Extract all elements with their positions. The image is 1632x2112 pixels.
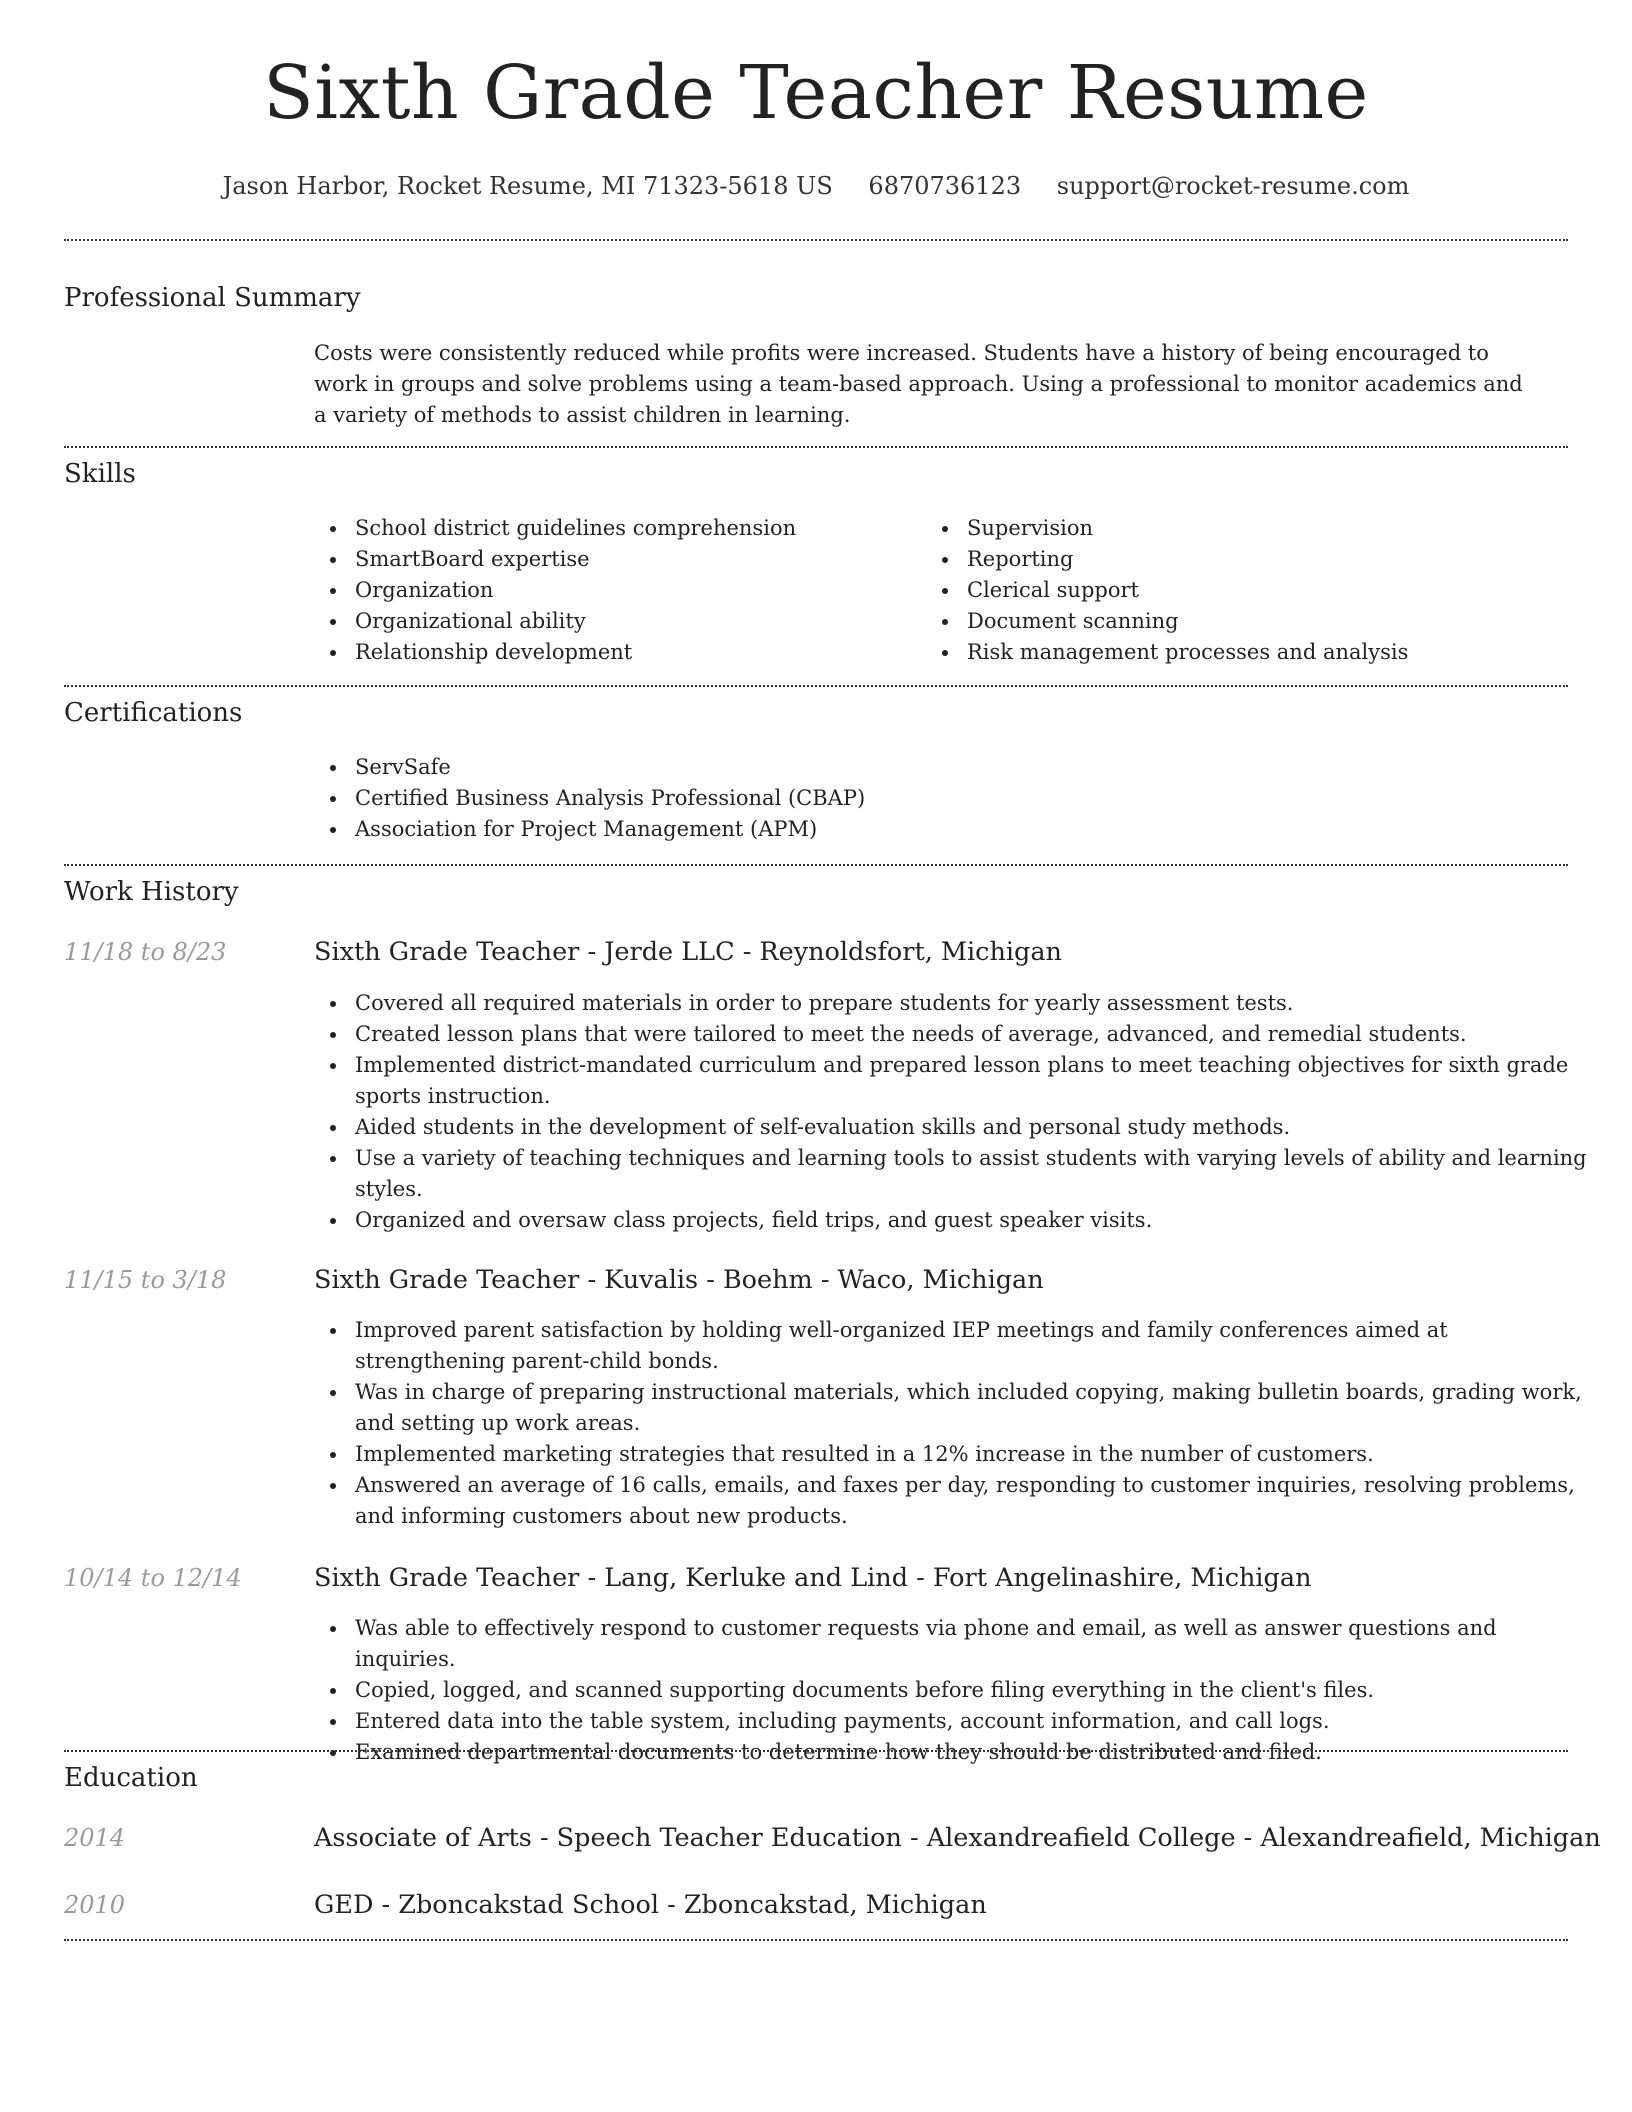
skill-item: SmartBoard expertise: [355, 544, 915, 575]
contact-phone: 6870736123: [868, 172, 1022, 200]
education-entry: Associate of Arts - Speech Teacher Education - Alexandreafield College - Alexandreafield, Michigan: [314, 1823, 1601, 1853]
certifications-heading: Certifications: [64, 698, 243, 728]
summary-heading: Professional Summary: [64, 283, 361, 313]
job-title: Sixth Grade Teacher - Kuvalis - Boehm - Waco, Michigan: [314, 1265, 1044, 1295]
skill-item: Document scanning: [967, 606, 1567, 637]
education-year: 2010: [64, 1891, 126, 1919]
skill-item: Relationship development: [355, 637, 915, 668]
skills-list-left: [311, 513, 915, 668]
skills-heading: Skills: [64, 459, 136, 489]
divider: [64, 864, 1568, 866]
certification-item: Certified Business Analysis Professional (CBAP): [355, 783, 1555, 814]
education-heading: Education: [64, 1763, 198, 1793]
skill-item: Supervision: [967, 513, 1567, 544]
job-bullet: Implemented marketing strategies that resulted in a 12% increase in the number of customers.: [355, 1439, 1600, 1470]
job-dates: 11/18 to 8/23: [64, 938, 227, 966]
skill-item: Risk management processes and analysis: [967, 637, 1567, 668]
certifications-list: [311, 752, 1555, 845]
job-bullet: Was in charge of preparing instructional materials, which included copying, making bulletin boards, grading work, and setting up work areas.: [355, 1377, 1600, 1439]
work-history-heading: Work History: [64, 877, 239, 907]
education-entry: GED - Zboncakstad School - Zboncakstad, Michigan: [314, 1890, 987, 1920]
divider: [64, 685, 1568, 687]
skill-item: Reporting: [967, 544, 1567, 575]
divider: [64, 1939, 1568, 1941]
job-bullet: Improved parent satisfaction by holding well-organized IEP meetings and family conferences aimed at strengthening parent-child bonds.: [355, 1315, 1600, 1377]
divider: [64, 1750, 1568, 1752]
divider: [64, 239, 1568, 241]
job-bullet: Entered data into the table system, including payments, account information, and call logs.: [355, 1706, 1600, 1737]
job-dates: 10/14 to 12/14: [64, 1564, 242, 1592]
resume-title: Sixth Grade Teacher Resume: [263, 50, 1369, 136]
job-bullet: Covered all required materials in order to prepare students for yearly assessment tests.: [355, 988, 1600, 1019]
contact-line: [0, 172, 1632, 200]
job-title: Sixth Grade Teacher - Lang, Kerluke and Lind - Fort Angelinashire, Michigan: [314, 1563, 1312, 1593]
contact-address: Jason Harbor, Rocket Resume, MI 71323-5618 US: [222, 172, 833, 200]
job-bullets: [311, 1315, 1600, 1532]
job-dates: 11/15 to 3/18: [64, 1266, 227, 1294]
job-bullets: [311, 988, 1600, 1236]
certification-item: ServSafe: [355, 752, 1555, 783]
job-bullet: Copied, logged, and scanned supporting documents before filing everything in the client's files.: [355, 1675, 1600, 1706]
job-bullet: Answered an average of 16 calls, emails, and faxes per day, responding to customer inquiries, resolving problems, and informing customers about new products.: [355, 1470, 1600, 1532]
job-bullet: Implemented district-mandated curriculum and prepared lesson plans to meet teaching objectives for sixth grade sports instruction.: [355, 1050, 1600, 1112]
job-bullet: Examined departmental documents to determine how they should be distributed and filed.: [355, 1737, 1600, 1768]
job-bullet: Aided students in the development of self-evaluation skills and personal study methods.: [355, 1112, 1600, 1143]
job-bullet: Created lesson plans that were tailored to meet the needs of average, advanced, and remedial students.: [355, 1019, 1600, 1050]
job-bullet: Was able to effectively respond to customer requests via phone and email, as well as answer questions and inquiries.: [355, 1613, 1600, 1675]
skill-item: Organization: [355, 575, 915, 606]
skill-item: Organizational ability: [355, 606, 915, 637]
divider: [64, 446, 1568, 448]
job-title: Sixth Grade Teacher - Jerde LLC - Reynoldsfort, Michigan: [314, 937, 1062, 967]
contact-email: support@rocket-resume.com: [1056, 172, 1410, 200]
skills-list-right: [923, 513, 1567, 668]
skill-item: Clerical support: [967, 575, 1567, 606]
education-year: 2014: [64, 1824, 126, 1852]
certification-item: Association for Project Management (APM): [355, 814, 1555, 845]
job-bullet: Use a variety of teaching techniques and learning tools to assist students with varying levels of ability and learning styles.: [355, 1143, 1600, 1205]
job-bullets: [311, 1613, 1600, 1768]
job-bullet: Organized and oversaw class projects, field trips, and guest speaker visits.: [355, 1205, 1600, 1236]
skill-item: School district guidelines comprehension: [355, 513, 915, 544]
summary-text: Costs were consistently reduced while profits were increased. Students have a history of being encouraged to work in groups and solve problems using a team-based approach. Using a professional to monitor academics and a variety of methods to assist children in learning.: [314, 341, 1523, 427]
